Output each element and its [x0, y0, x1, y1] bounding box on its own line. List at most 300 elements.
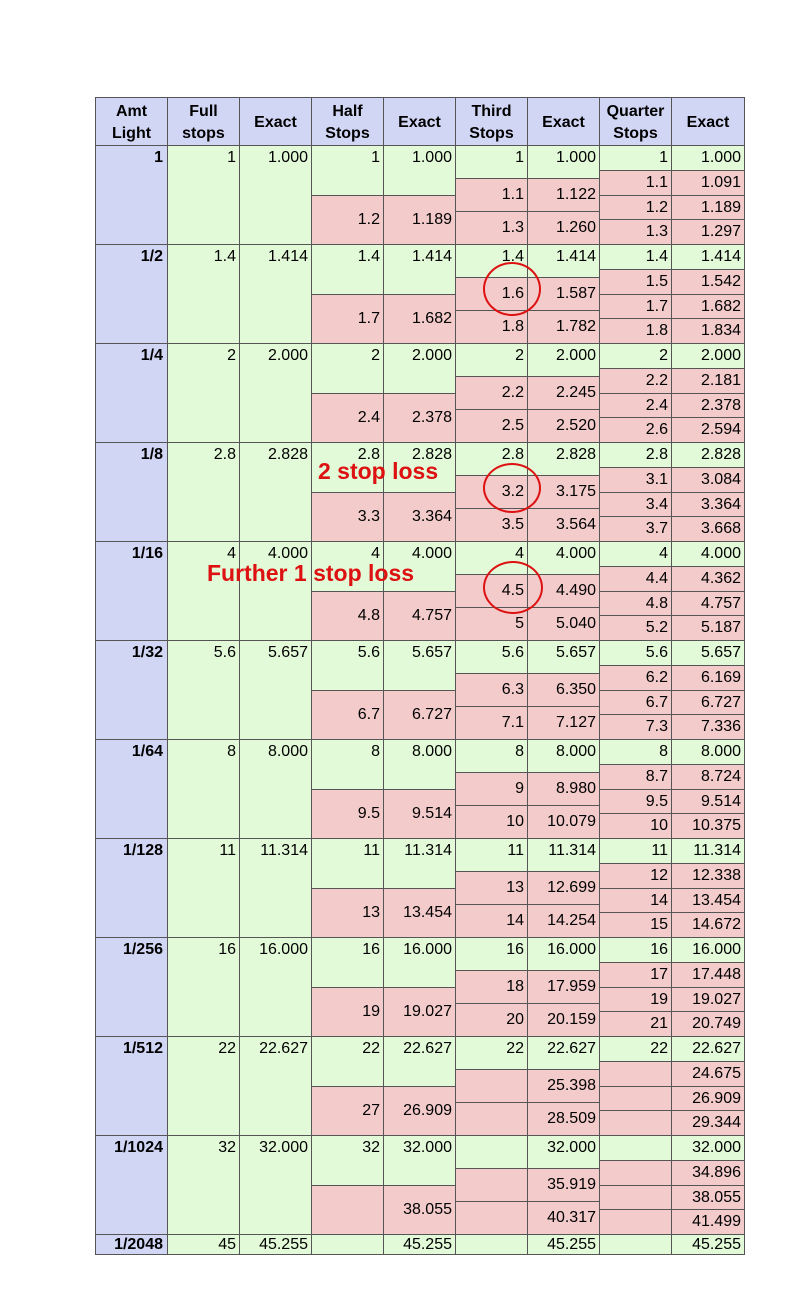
amount-light-cell-text: 1/128 — [122, 842, 163, 859]
quarter-stop-cell-text: 2.4 — [645, 396, 668, 414]
third-stop-cell — [455, 871, 528, 905]
third-exact-cell — [527, 376, 600, 410]
amount-light-cell — [95, 442, 168, 542]
annotation-two-stop-loss: 2 stop loss — [318, 458, 439, 484]
quarter-exact-cell-text: 29.344 — [692, 1114, 741, 1131]
full-stop-cell — [167, 1234, 240, 1255]
quarter-exact-cell — [671, 170, 745, 196]
third-exact-cell — [527, 970, 600, 1004]
third-stop-cell — [455, 376, 528, 410]
quarter-stop-cell — [599, 294, 672, 319]
quarter-exact-cell-text: 1.091 — [700, 174, 741, 191]
third-exact-cell-text: 7.127 — [555, 714, 596, 731]
quarter-exact-cell-text: 7.336 — [700, 718, 741, 735]
third-exact-cell — [527, 739, 600, 773]
amount-light-cell-text: 1/8 — [140, 446, 163, 463]
full-stop-cell — [167, 838, 240, 938]
quarter-exact-cell-text: 22.627 — [692, 1040, 741, 1057]
quarter-stop-cell — [599, 219, 672, 245]
third-stop-cell — [455, 838, 528, 872]
half-stop-cell — [311, 343, 384, 394]
third-stop-cell-text: 4 — [515, 545, 524, 562]
amount-light-cell-text: 1 — [154, 149, 163, 166]
quarter-exact-cell-text: 8.000 — [700, 743, 741, 760]
third-stop-cell-text: 7.1 — [501, 714, 524, 731]
third-exact-cell-text: 1.260 — [555, 219, 596, 236]
full-exact-cell — [239, 145, 312, 245]
half-stop-cell-text: 6.7 — [357, 706, 380, 723]
third-exact-cell-text: 3.175 — [555, 483, 596, 500]
header-line: Amt — [115, 102, 148, 120]
full-stop-cell-text: 1.4 — [213, 248, 236, 265]
third-stop-cell-text: 3.5 — [501, 516, 524, 533]
quarter-stop-cell-text: 2.6 — [645, 421, 668, 438]
quarter-stop-cell — [599, 640, 672, 666]
quarter-stop-cell-text: 9.5 — [645, 792, 668, 810]
quarter-stop-cell — [599, 467, 672, 493]
quarter-exact-cell — [671, 591, 745, 616]
quarter-stop-cell — [599, 195, 672, 220]
full-exact-cell-text: 4.000 — [267, 545, 308, 562]
header-cell-4 — [383, 97, 456, 146]
quarter-exact-cell-text: 2.000 — [700, 347, 741, 364]
third-stop-cell — [455, 343, 528, 377]
third-exact-cell-text: 8.000 — [555, 743, 596, 760]
amount-light-cell — [95, 541, 168, 641]
quarter-stop-cell — [599, 318, 672, 344]
full-stop-cell-text: 2.8 — [213, 446, 236, 463]
quarter-exact-cell-text: 12.338 — [692, 867, 741, 884]
quarter-exact-cell-text: 2.378 — [700, 396, 741, 414]
half-exact-cell — [383, 690, 456, 740]
half-exact-cell — [383, 492, 456, 542]
quarter-exact-cell — [671, 739, 745, 765]
quarter-stop-cell-text: 2.8 — [645, 446, 668, 463]
quarter-stop-cell — [599, 764, 672, 790]
quarter-stop-cell-text: 17 — [650, 966, 668, 983]
third-stop-cell — [455, 739, 528, 773]
half-stop-cell-text: 5.6 — [357, 644, 380, 661]
full-exact-cell-text: 32.000 — [259, 1139, 308, 1156]
quarter-stop-cell-text: 1.8 — [645, 322, 668, 339]
third-exact-cell — [527, 1135, 600, 1169]
quarter-stop-cell-text: 11 — [651, 842, 668, 859]
quarter-stop-cell-text: 3.7 — [645, 520, 668, 537]
quarter-stop-cell — [599, 912, 672, 938]
half-exact-cell-text: 19.027 — [403, 1003, 452, 1020]
quarter-exact-cell-text: 5.657 — [700, 644, 741, 661]
full-exact-cell-text: 2.828 — [267, 446, 308, 463]
half-stop-cell — [311, 937, 384, 988]
quarter-exact-cell-text: 10.375 — [692, 817, 741, 834]
quarter-stop-cell-text: 2.2 — [645, 372, 668, 389]
half-exact-cell — [383, 1135, 456, 1186]
quarter-stop-cell — [599, 541, 672, 567]
full-stop-cell — [167, 343, 240, 443]
third-stop-cell-text: 2 — [515, 347, 524, 364]
quarter-exact-cell — [671, 1209, 745, 1235]
full-stop-cell — [167, 442, 240, 542]
header-cell-6 — [527, 97, 600, 146]
quarter-stop-cell-text: 14 — [650, 891, 668, 909]
third-exact-cell — [527, 772, 600, 806]
header-cell-8 — [671, 97, 745, 146]
quarter-stop-cell — [599, 566, 672, 592]
full-exact-cell-text: 2.000 — [267, 347, 308, 364]
third-stop-cell — [455, 706, 528, 740]
third-exact-cell-text: 2.000 — [555, 347, 596, 364]
third-exact-cell-text: 45.255 — [547, 1235, 596, 1253]
fstop-table — [95, 97, 744, 1257]
quarter-exact-cell — [671, 145, 745, 171]
third-exact-cell-text: 28.509 — [547, 1110, 596, 1127]
half-stop-cell — [311, 1086, 384, 1136]
half-stop-cell — [311, 294, 384, 344]
full-stop-cell — [167, 541, 240, 641]
quarter-exact-cell-text: 32.000 — [692, 1139, 741, 1156]
quarter-exact-cell-text: 6.727 — [700, 693, 741, 711]
quarter-stop-cell — [599, 1086, 672, 1111]
amount-light-cell — [95, 838, 168, 938]
third-exact-cell — [527, 145, 600, 179]
third-stop-cell-text: 2.5 — [501, 417, 524, 434]
quarter-stop-cell — [599, 615, 672, 641]
amount-light-cell-text: 1/2 — [140, 248, 163, 265]
third-exact-cell — [527, 244, 600, 278]
half-stop-cell-text: 16 — [362, 941, 380, 958]
half-stop-cell-text: 4.8 — [357, 607, 380, 624]
amount-light-cell — [95, 343, 168, 443]
quarter-exact-cell-text: 24.675 — [692, 1065, 741, 1082]
quarter-exact-cell-text: 3.668 — [700, 520, 741, 537]
half-stop-cell — [311, 690, 384, 740]
half-exact-cell — [383, 987, 456, 1037]
header-line: Third — [471, 102, 512, 120]
quarter-exact-cell — [671, 838, 745, 864]
third-stop-cell-text: 10 — [506, 813, 524, 830]
quarter-stop-cell-text: 4.8 — [645, 594, 668, 612]
third-exact-cell — [527, 1201, 600, 1235]
quarter-exact-cell-text: 1.297 — [700, 223, 741, 240]
amount-light-cell-text: 1/64 — [131, 743, 163, 760]
quarter-stop-cell — [599, 1185, 672, 1210]
quarter-exact-cell — [671, 1011, 745, 1037]
quarter-stop-cell-text: 4.4 — [645, 570, 668, 587]
full-exact-cell — [239, 640, 312, 740]
quarter-stop-cell — [599, 1061, 672, 1087]
quarter-stop-cell — [599, 863, 672, 889]
half-stop-cell — [311, 145, 384, 196]
half-stop-cell — [311, 888, 384, 938]
quarter-exact-cell — [671, 368, 745, 394]
half-exact-cell-text: 4.757 — [411, 607, 452, 624]
quarter-stop-cell — [599, 1011, 672, 1037]
half-stop-cell-text: 9.5 — [357, 805, 380, 822]
third-stop-cell-text: 1 — [515, 149, 524, 166]
quarter-stop-cell — [599, 813, 672, 839]
quarter-stop-cell-text: 10 — [650, 817, 668, 834]
half-exact-cell-text: 32.000 — [403, 1139, 452, 1156]
quarter-stop-cell — [599, 591, 672, 616]
half-stop-cell — [311, 838, 384, 889]
quarter-stop-cell — [599, 393, 672, 418]
third-exact-cell — [527, 211, 600, 245]
quarter-stop-cell-text: 1.1 — [645, 174, 668, 191]
quarter-exact-cell — [671, 1061, 745, 1087]
header-line: Exact — [398, 113, 441, 131]
half-exact-cell — [383, 888, 456, 938]
half-exact-cell-text: 1.414 — [411, 248, 452, 265]
quarter-stop-cell-text: 1.7 — [645, 297, 668, 315]
third-stop-cell-text: 22 — [506, 1040, 524, 1057]
header-line: Stops — [325, 124, 370, 142]
half-stop-cell-text: 1.7 — [357, 310, 380, 327]
full-stop-cell-text: 32 — [218, 1139, 236, 1156]
quarter-exact-cell-text: 8.724 — [700, 768, 741, 785]
quarter-stop-cell — [599, 170, 672, 196]
amount-light-cell-text: 1/2048 — [114, 1236, 163, 1253]
third-exact-cell-text: 2.245 — [555, 384, 596, 401]
quarter-stop-cell — [599, 789, 672, 814]
quarter-exact-cell-text: 9.514 — [700, 792, 741, 810]
quarter-exact-cell-text: 45.255 — [692, 1235, 741, 1253]
quarter-exact-cell — [671, 987, 745, 1012]
third-stop-cell-text: 2.2 — [501, 384, 524, 401]
half-exact-cell-text: 3.364 — [411, 508, 452, 525]
amount-light-cell — [95, 145, 168, 245]
full-stop-cell-text: 5.6 — [213, 644, 236, 661]
quarter-stop-cell-text: 5.2 — [645, 619, 668, 636]
quarter-stop-cell — [599, 714, 672, 740]
quarter-exact-cell — [671, 1185, 745, 1210]
quarter-stop-cell-text: 1.2 — [645, 198, 668, 216]
third-exact-cell-text: 8.980 — [555, 780, 596, 797]
third-exact-cell-text: 2.520 — [555, 417, 596, 434]
quarter-exact-cell — [671, 615, 745, 641]
quarter-stop-cell-text: 5.6 — [645, 644, 668, 661]
half-exact-cell — [383, 393, 456, 443]
third-stop-cell — [455, 1135, 528, 1169]
amount-light-cell-text: 1/32 — [131, 644, 163, 661]
third-stop-cell-text: 1.1 — [501, 186, 524, 203]
third-exact-cell — [527, 1102, 600, 1136]
quarter-stop-cell-text: 3.1 — [645, 471, 668, 488]
full-exact-cell — [239, 1135, 312, 1235]
full-stop-cell — [167, 1135, 240, 1235]
quarter-stop-cell — [599, 244, 672, 270]
third-exact-cell — [527, 607, 600, 641]
amount-light-cell — [95, 937, 168, 1037]
quarter-stop-cell-text: 12 — [650, 867, 668, 884]
third-exact-cell-text: 20.159 — [547, 1011, 596, 1028]
header-line: Stops — [469, 124, 514, 142]
third-stop-cell-text: 13 — [506, 879, 524, 896]
third-stop-cell — [455, 211, 528, 245]
third-exact-cell-text: 35.919 — [547, 1176, 596, 1193]
third-stop-cell — [455, 937, 528, 971]
quarter-exact-cell-text: 3.084 — [700, 471, 741, 488]
quarter-exact-cell — [671, 195, 745, 220]
quarter-exact-cell-text: 38.055 — [692, 1188, 741, 1206]
full-exact-cell — [239, 541, 312, 641]
header-line: Full — [189, 102, 218, 120]
half-stop-cell — [311, 492, 384, 542]
half-stop-cell-text: 2.4 — [357, 409, 380, 426]
third-stop-cell — [455, 1069, 528, 1103]
full-exact-cell-text: 16.000 — [259, 941, 308, 958]
half-stop-cell — [311, 1234, 384, 1255]
third-stop-cell-text: 4.5 — [501, 582, 524, 599]
half-exact-cell-text: 38.055 — [403, 1201, 452, 1218]
half-stop-cell-text: 13 — [362, 904, 380, 921]
third-exact-cell — [527, 904, 600, 938]
highlight-circle-4-5 — [483, 561, 543, 614]
quarter-exact-cell — [671, 714, 745, 740]
third-exact-cell-text: 17.959 — [547, 978, 596, 995]
quarter-stop-cell-text: 4 — [659, 545, 668, 562]
half-exact-cell-text: 2.828 — [411, 446, 452, 463]
header-line: Quarter — [606, 102, 665, 120]
third-stop-cell-text: 5.6 — [501, 644, 524, 661]
third-exact-cell — [527, 640, 600, 674]
quarter-exact-cell-text: 1.682 — [700, 297, 741, 315]
annotation-further-stop-loss: Further 1 stop loss — [207, 560, 415, 586]
third-exact-cell — [527, 442, 600, 476]
third-stop-cell-text: 3.2 — [501, 483, 524, 500]
third-exact-cell — [527, 706, 600, 740]
quarter-stop-cell — [599, 442, 672, 468]
third-stop-cell — [455, 508, 528, 542]
quarter-exact-cell-text: 2.828 — [700, 446, 741, 463]
quarter-exact-cell-text: 4.362 — [700, 570, 741, 587]
half-stop-cell-text: 2 — [371, 347, 380, 364]
third-stop-cell — [455, 178, 528, 212]
quarter-stop-cell-text: 6.7 — [645, 693, 668, 711]
quarter-stop-cell — [599, 368, 672, 394]
half-stop-cell-text: 32 — [362, 1139, 380, 1156]
third-stop-cell — [455, 1102, 528, 1136]
third-stop-cell-text: 16 — [506, 941, 524, 958]
half-exact-cell — [383, 244, 456, 295]
quarter-exact-cell — [671, 813, 745, 839]
third-exact-cell-text: 1.782 — [555, 318, 596, 335]
quarter-exact-cell-text: 2.594 — [700, 421, 741, 438]
third-exact-cell-text: 3.564 — [555, 516, 596, 533]
half-stop-cell-text: 1.2 — [357, 211, 380, 228]
third-exact-cell-text: 12.699 — [547, 879, 596, 896]
full-exact-cell — [239, 442, 312, 542]
third-stop-cell-text: 9 — [515, 780, 524, 797]
half-stop-cell-text: 22 — [362, 1040, 380, 1057]
half-exact-cell — [383, 591, 456, 641]
third-stop-cell-text: 1.3 — [501, 219, 524, 236]
half-stop-cell-text: 8 — [371, 743, 380, 760]
quarter-stop-cell-text: 22 — [650, 1040, 668, 1057]
third-stop-cell — [455, 805, 528, 839]
third-stop-cell-text: 5 — [515, 615, 524, 632]
quarter-stop-cell — [599, 962, 672, 988]
full-exact-cell — [239, 937, 312, 1037]
quarter-stop-cell-text: 6.2 — [645, 669, 668, 686]
half-stop-cell — [311, 591, 384, 641]
half-exact-cell — [383, 195, 456, 245]
half-stop-cell — [311, 244, 384, 295]
half-exact-cell — [383, 640, 456, 691]
half-exact-cell-text: 5.657 — [411, 644, 452, 661]
half-stop-cell-text: 11 — [363, 842, 380, 859]
quarter-stop-cell-text: 16 — [650, 941, 668, 958]
full-exact-cell — [239, 1234, 312, 1255]
amount-light-cell — [95, 1036, 168, 1136]
quarter-stop-cell — [599, 690, 672, 715]
half-exact-cell-text: 11.314 — [404, 842, 452, 859]
half-exact-cell-text: 2.378 — [411, 409, 452, 426]
quarter-exact-cell-text: 20.749 — [692, 1015, 741, 1032]
quarter-stop-cell-text: 1.4 — [645, 248, 668, 265]
full-exact-cell-text: 22.627 — [259, 1040, 308, 1057]
half-stop-cell-text: 27 — [362, 1102, 380, 1119]
quarter-exact-cell — [671, 764, 745, 790]
quarter-stop-cell — [599, 492, 672, 517]
third-stop-cell-text: 18 — [506, 978, 524, 995]
third-stop-cell — [455, 1234, 528, 1255]
amount-light-cell-text: 1/4 — [140, 347, 163, 364]
highlight-circle-1-6 — [483, 262, 541, 316]
third-stop-cell-text: 8 — [515, 743, 524, 760]
amount-light-cell-text: 1/256 — [122, 941, 163, 958]
third-stop-cell — [455, 1003, 528, 1037]
header-cell-5 — [455, 97, 528, 146]
half-exact-cell — [383, 838, 456, 889]
third-exact-cell-text: 1.000 — [555, 149, 596, 166]
half-exact-cell-text: 45.255 — [403, 1235, 452, 1253]
half-stop-cell-text: 4 — [371, 545, 380, 562]
half-stop-cell — [311, 987, 384, 1037]
third-exact-cell-text: 1.414 — [555, 248, 596, 265]
half-stop-cell — [311, 1036, 384, 1087]
half-exact-cell-text: 16.000 — [403, 941, 452, 958]
third-stop-cell — [455, 904, 528, 938]
full-exact-cell-text: 11.314 — [260, 842, 308, 859]
half-stop-cell — [311, 393, 384, 443]
quarter-exact-cell — [671, 541, 745, 567]
quarter-stop-cell — [599, 516, 672, 542]
full-exact-cell-text: 5.657 — [267, 644, 308, 661]
third-stop-cell-text: 1.6 — [501, 285, 524, 302]
quarter-stop-cell-text: 21 — [650, 1015, 668, 1032]
quarter-exact-cell — [671, 962, 745, 988]
quarter-stop-cell-text: 19 — [650, 990, 668, 1008]
third-exact-cell-text: 4.490 — [555, 582, 596, 599]
full-stop-cell-text: 4 — [227, 545, 236, 562]
quarter-exact-cell-text: 1.542 — [700, 273, 741, 290]
quarter-exact-cell-text: 14.672 — [692, 916, 741, 933]
quarter-exact-cell — [671, 516, 745, 542]
header-line: Exact — [686, 113, 730, 131]
quarter-exact-cell — [671, 566, 745, 592]
full-exact-cell — [239, 739, 312, 839]
half-exact-cell — [383, 937, 456, 988]
quarter-stop-cell — [599, 343, 672, 369]
third-exact-cell — [527, 508, 600, 542]
third-stop-cell — [455, 1201, 528, 1235]
full-stop-cell-text: 8 — [227, 743, 236, 760]
third-stop-cell-text: 14 — [506, 912, 524, 929]
quarter-stop-cell — [599, 987, 672, 1012]
quarter-stop-cell-text: 1.3 — [645, 223, 668, 240]
half-exact-cell — [383, 1185, 456, 1235]
third-exact-cell-text: 25.398 — [547, 1077, 596, 1094]
